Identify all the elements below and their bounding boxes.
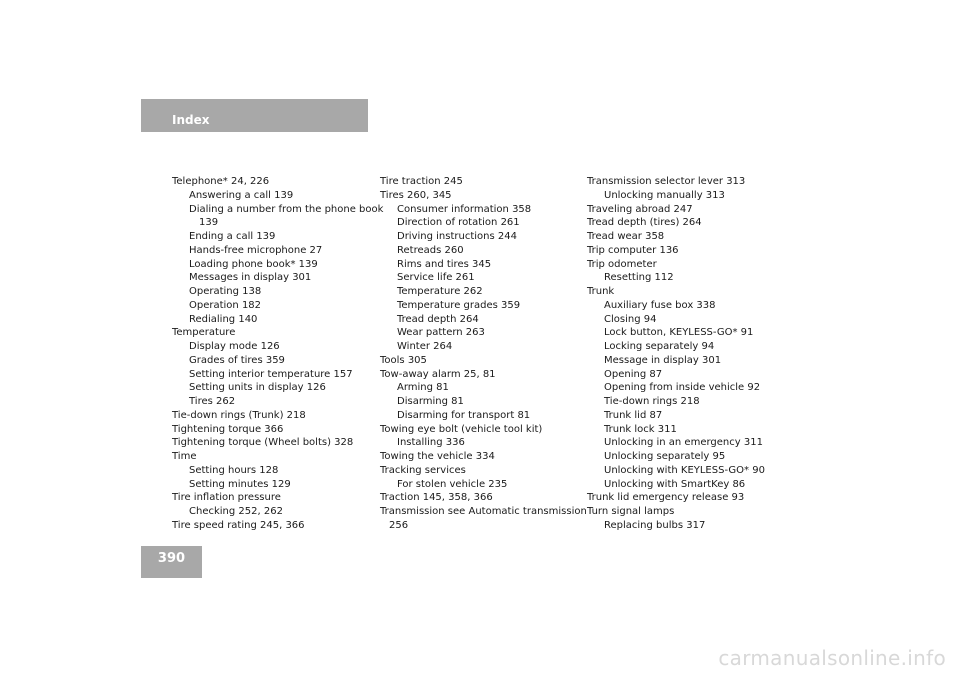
index-subentry: Disarming 81 <box>397 396 464 407</box>
index-entry: Tow-away alarm 25, 81 <box>380 368 496 380</box>
section-header-bar <box>141 99 368 132</box>
index-entry: Turn signal lamps <box>587 506 675 517</box>
index-subentry: Unlocking with SmartKey 86 <box>604 478 746 490</box>
index-entry: Traction 145, 358, 366 <box>380 492 493 504</box>
index-entry: Telephone* 24, 226 <box>172 176 270 187</box>
index-subentry: Resetting 112 <box>604 272 674 284</box>
watermark: carmanualsonline.info <box>718 646 946 670</box>
index-entry: Tread wear 358 <box>587 231 665 242</box>
index-subentry: Dialing a number from the phone book <box>189 203 384 215</box>
index-subentry: 256 <box>389 519 409 531</box>
index-subentry: Auxiliary fuse box 338 <box>604 299 716 311</box>
index-subentry: Rims and tires 345 <box>397 258 492 270</box>
index-subentry: Closing 94 <box>604 313 657 325</box>
index-entry: Tightening torque 366 <box>172 423 284 435</box>
index-subentry: Display mode 126 <box>189 341 280 352</box>
page-number: 390 <box>157 551 186 566</box>
index-subentry: Unlocking separately 95 <box>604 451 726 462</box>
index-subentry: Answering a call 139 <box>189 189 294 201</box>
index-subentry: Direction of rotation 261 <box>397 217 520 229</box>
index-subentry: Messages in display 301 <box>189 272 312 284</box>
index-entry: Traveling abroad 247 <box>587 203 693 215</box>
index-subentry: Trunk lid 87 <box>604 409 663 421</box>
index-entry: Tire traction 245 <box>380 176 463 187</box>
index-subentry: Unlocking manually 313 <box>604 189 725 201</box>
index-subentry: Tires 262 <box>189 396 236 407</box>
index-entry: Towing the vehicle 334 <box>380 451 495 462</box>
index-subentry: Tie-down rings 218 <box>604 396 700 407</box>
index-subentry: Setting minutes 129 <box>189 478 291 490</box>
index-subentry: Message in display 301 <box>604 354 722 366</box>
section-title: Index <box>172 113 210 127</box>
index-subentry: Unlocking with KEYLESS-GO* 90 <box>604 464 765 476</box>
index-entry: Tools 305 <box>380 354 427 366</box>
index-entry: Trunk lid emergency release 93 <box>587 492 745 504</box>
index-subentry: Temperature 262 <box>397 286 483 297</box>
page-number-box <box>141 546 202 578</box>
index-entry: Trunk <box>587 286 615 297</box>
index-subentry: Consumer information 358 <box>397 203 532 215</box>
index-subentry: Retreads 260 <box>397 244 464 256</box>
index-subentry: Operating 138 <box>189 286 262 297</box>
index-column-3 <box>587 175 787 533</box>
index-column-2 <box>380 175 587 533</box>
index-subentry: Locking separately 94 <box>604 341 715 352</box>
index-entry: Trip computer 136 <box>587 244 679 256</box>
index-entry: Transmission selector lever 313 <box>587 176 746 187</box>
index-entry: Trip odometer <box>587 258 657 270</box>
index-subentry: Checking 252, 262 <box>189 506 283 517</box>
index-subentry: Ending a call 139 <box>189 231 276 242</box>
index-subentry: Lock button, KEYLESS-GO* 91 <box>604 327 754 339</box>
index-entry: Towing eye bolt (vehicle tool kit) <box>380 423 543 435</box>
index-subentry: Opening from inside vehicle 92 <box>604 382 761 394</box>
index-entry: Tire inflation pressure <box>172 492 281 504</box>
index-subentry: Setting hours 128 <box>189 464 279 476</box>
index-column-1 <box>172 175 384 533</box>
index-entry: Transmission see Automatic transmission <box>380 506 587 517</box>
index-subentry: Setting units in display 126 <box>189 382 326 394</box>
index-subentry: Arming 81 <box>397 382 449 394</box>
index-subentry: Operation 182 <box>189 299 262 311</box>
index-entry: Tightening torque (Wheel bolts) 328 <box>172 437 354 449</box>
index-subentry: For stolen vehicle 235 <box>397 478 508 490</box>
index-subentry: Redialing 140 <box>189 313 258 325</box>
index-subentry: Opening 87 <box>604 368 663 380</box>
index-subentry: Unlocking in an emergency 311 <box>604 437 763 449</box>
index-subentry: Trunk lock 311 <box>604 423 677 435</box>
index-entry: Tires 260, 345 <box>380 189 452 201</box>
index-subentry: Driving instructions 244 <box>397 231 517 242</box>
index-subentry: Wear pattern 263 <box>397 327 485 339</box>
index-entry: Tie-down rings (Trunk) 218 <box>172 409 306 421</box>
index-subentry: 139 <box>199 217 219 229</box>
index-subentry: Temperature grades 359 <box>397 299 521 311</box>
index-subentry: Setting interior temperature 157 <box>189 368 353 380</box>
index-entry: Time <box>172 451 197 462</box>
index-subentry: Replacing bulbs 317 <box>604 519 706 531</box>
index-subentry: Disarming for transport 81 <box>397 409 531 421</box>
index-subentry: Hands-free microphone 27 <box>189 244 323 256</box>
index-entry: Tread depth (tires) 264 <box>587 217 702 229</box>
index-entry: Tire speed rating 245, 366 <box>172 519 305 531</box>
index-subentry: Service life 261 <box>397 272 475 284</box>
index-subentry: Grades of tires 359 <box>189 354 285 366</box>
index-subentry: Winter 264 <box>397 341 453 352</box>
index-subentry: Installing 336 <box>397 437 465 449</box>
index-entry: Tracking services <box>380 464 466 476</box>
index-subentry: Loading phone book* 139 <box>189 258 318 270</box>
index-subentry: Tread depth 264 <box>397 313 479 325</box>
index-entry: Temperature <box>172 327 236 339</box>
